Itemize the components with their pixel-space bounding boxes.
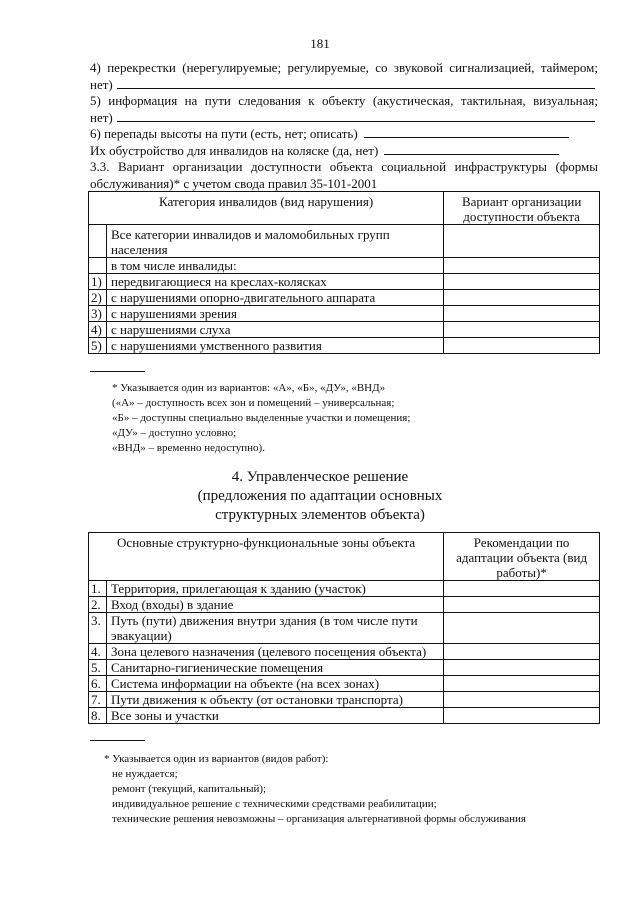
table-row: [89, 338, 600, 354]
table-row: [89, 581, 600, 597]
row-number: 3): [89, 306, 107, 322]
item-5-line-2-text: нет): [90, 109, 113, 125]
table-row: [89, 258, 600, 274]
row-number: 4): [89, 322, 107, 338]
row-value-cell: [444, 692, 600, 708]
table-row: [89, 274, 600, 290]
section-title-line-3: структурных элементов объекта): [215, 507, 425, 523]
row-label: Путь (пути) движения внутри здания (в том числе пути эвакуации): [106, 613, 443, 644]
row-value-cell: [444, 644, 600, 660]
row-value-cell: [444, 322, 600, 338]
item-5-line-2: [90, 110, 598, 127]
row-label: Зона целевого назначения (целевого посещения объекта): [106, 644, 443, 660]
row-number: 4.: [89, 644, 107, 660]
disability-category-table: [88, 191, 600, 354]
answer-blank: [384, 143, 559, 155]
footnote-line: «ВНД» – временно недоступно).: [112, 442, 265, 454]
row-value-cell: [444, 613, 600, 644]
row-number: 1.: [89, 581, 107, 597]
footnote-line: «ДУ» – доступно условно;: [112, 427, 237, 439]
footnote-line: «Б» – доступны специально выделенные участки и помещения;: [112, 412, 411, 424]
item-4-line-2: [90, 77, 598, 94]
row-label: Все категории инвалидов и маломобильных групп населения: [106, 225, 443, 258]
answer-blank: [117, 77, 595, 89]
footnote-work-types: [104, 752, 526, 827]
row-number: [89, 225, 107, 258]
row-label: Пути движения к объекту (от остановки транспорта): [106, 692, 443, 708]
answer-blank: [117, 110, 595, 122]
table-header-row: [89, 192, 600, 225]
row-number: 6.: [89, 676, 107, 692]
table-row: [89, 306, 600, 322]
row-number: 1): [89, 274, 107, 290]
footnote-variants: [112, 381, 410, 456]
row-value-cell: [444, 581, 600, 597]
row-label: в том числе инвалиды:: [106, 258, 443, 274]
table-row: [89, 644, 600, 660]
table-row: [89, 708, 600, 724]
section-3-3-line-1: 3.3. Вариант организации доступности объекта социальной инфраструктуры (формы: [90, 159, 598, 174]
table-header-row: [89, 533, 600, 581]
row-value-cell: [444, 258, 600, 274]
item-6-text: 6) перепады высоты на пути (есть, нет; описать): [90, 126, 358, 141]
row-number: 5): [89, 338, 107, 354]
row-number: 2.: [89, 597, 107, 613]
table-row: [89, 597, 600, 613]
row-label: с нарушениями слуха: [106, 322, 443, 338]
row-value-cell: [444, 274, 600, 290]
section-4-title: [0, 468, 640, 525]
table-row: [89, 322, 600, 338]
row-value-cell: [444, 338, 600, 354]
row-label: передвигающиеся на креслах-колясках: [106, 274, 443, 290]
footnote-divider: [90, 740, 145, 741]
table-row: [89, 676, 600, 692]
row-value-cell: [444, 708, 600, 724]
footnote-line: («А» – доступность всех зон и помещений – универсальная;: [112, 397, 395, 409]
accessibility-items: [90, 60, 598, 192]
row-label: с нарушениями зрения: [106, 306, 443, 322]
answer-blank: [364, 126, 569, 138]
table-row: [89, 290, 600, 306]
row-number: 8.: [89, 708, 107, 724]
adaptation-recommendation-table: [88, 532, 600, 724]
table-row: [89, 660, 600, 676]
row-value-cell: [444, 306, 600, 322]
row-label: Все зоны и участки: [106, 708, 443, 724]
row-number: [89, 258, 107, 274]
row-label: с нарушениями умственного развития: [106, 338, 443, 354]
column-header-recommendations: Рекомендации по адаптации объекта (вид работы)*: [444, 533, 600, 581]
item-7: [90, 143, 598, 160]
row-number: 2): [89, 290, 107, 306]
section-title-line-1: 4. Управленческое решение: [231, 469, 409, 485]
row-value-cell: [444, 597, 600, 613]
footnote-line: * Указывается один из вариантов (видов работ):: [104, 753, 329, 765]
item-7-text: Их обустройство для инвалидов на коляске (да, нет): [90, 142, 379, 158]
footnote-line: ремонт (текущий, капитальный);: [112, 783, 267, 795]
section-title-line-2: (предложения по адаптации основных: [197, 488, 443, 504]
row-label: Вход (входы) в здание: [106, 597, 443, 613]
row-value-cell: [444, 660, 600, 676]
row-value-cell: [444, 290, 600, 306]
column-header-variant: Вариант организации доступности объекта: [444, 192, 600, 225]
row-number: 7.: [89, 692, 107, 708]
section-3-3-line-2: обслуживания)* с учетом свода правил 35-101-2001: [90, 175, 378, 191]
item-4-line-2-text: нет): [90, 76, 113, 92]
footnote-line: индивидуальное решение с техническими средствами реабилитации;: [112, 798, 437, 810]
row-label: с нарушениями опорно-двигательного аппарата: [106, 290, 443, 306]
row-label: Территория, прилегающая к зданию (участок): [106, 581, 443, 597]
row-value-cell: [444, 676, 600, 692]
column-header-zones: Основные структурно-функциональные зоны объекта: [89, 533, 444, 581]
item-5-line-1: 5) информация на пути следования к объекту (акустическая, тактильная, визуальная;: [90, 93, 598, 108]
footnote-line: не нуждается;: [112, 768, 178, 780]
footnote-divider: [90, 371, 145, 372]
footnote-line: технические решения невозможны – организация альтернативной формы обслуживания: [112, 813, 526, 825]
table-row: [89, 613, 600, 644]
item-6: [90, 126, 598, 143]
page-number: 181: [310, 36, 330, 51]
row-value-cell: [444, 225, 600, 258]
table-row: [89, 225, 600, 258]
row-label: Санитарно-гигиенические помещения: [106, 660, 443, 676]
column-header-category: Категория инвалидов (вид нарушения): [89, 192, 444, 225]
table-row: [89, 692, 600, 708]
item-4-line-1: 4) перекрестки (нерегулируемые; регулируемые, со звуковой сигнализацией, таймером;: [90, 60, 598, 75]
row-label: Система информации на объекте (на всех зонах): [106, 676, 443, 692]
row-number: 3.: [89, 613, 107, 644]
footnote-line: * Указывается один из вариантов: «А», «Б», «ДУ», «ВНД»: [112, 382, 386, 394]
row-number: 5.: [89, 660, 107, 676]
